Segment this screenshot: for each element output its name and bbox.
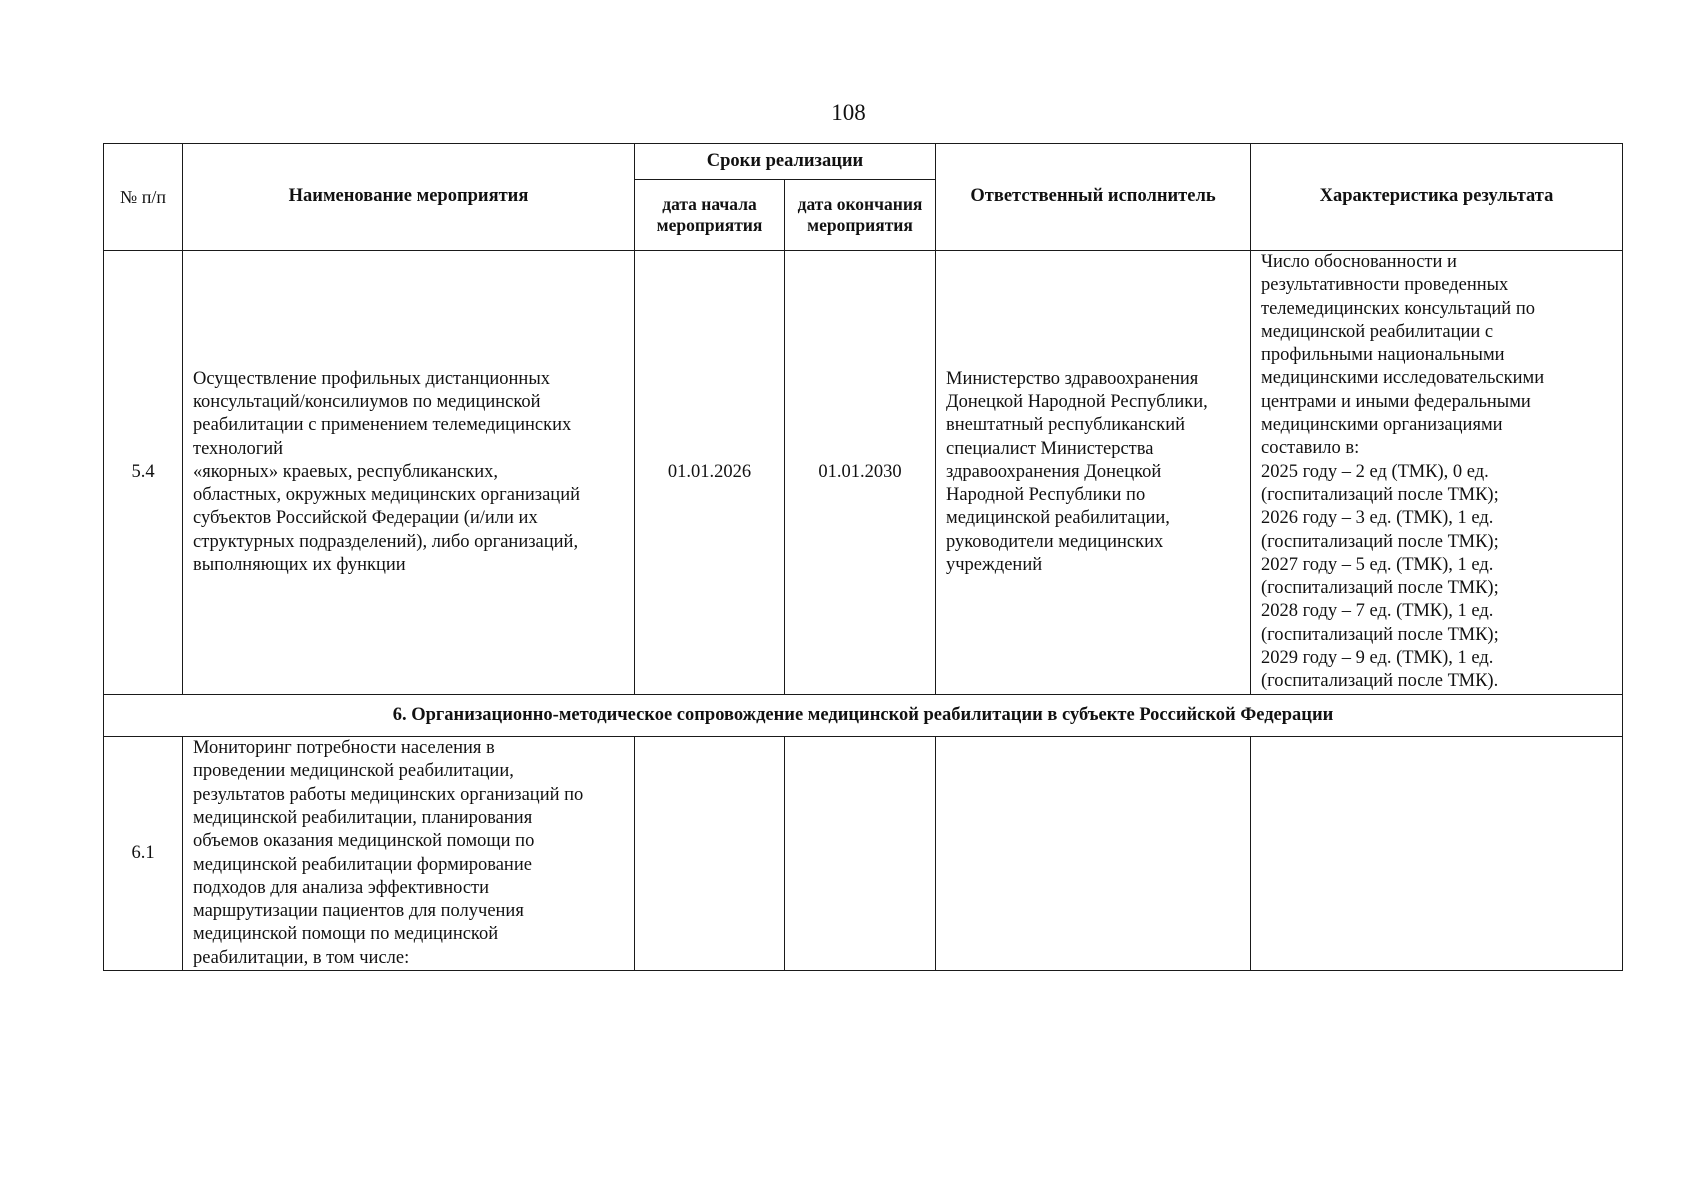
measures-table — [103, 143, 1623, 971]
text-line: медицинской реабилитации формирование — [193, 854, 532, 875]
end-date: 01.01.2030 — [785, 251, 936, 695]
text-line: областных, окружных медицинских организаций — [193, 485, 580, 506]
text-line: медицинской реабилитации, — [946, 508, 1170, 529]
header-dates: Сроки реализации — [635, 144, 936, 180]
text-line: 2025 году – 2 ед (ТМК), 0 ед. — [1261, 461, 1489, 482]
text-line: «якорных» краевых, республиканских, — [193, 461, 499, 482]
text-line: учреждений — [946, 555, 1043, 576]
section-title: 6. Организационно-методическое сопровождение медицинской реабилитации в субъекте Российской Федерации — [104, 695, 1623, 737]
measure-name — [183, 737, 635, 971]
text-line: (госпитализаций после ТМК). — [1261, 671, 1499, 692]
text-line: составило в: — [1261, 438, 1360, 459]
header-executor: Ответственный исполнитель — [936, 144, 1251, 251]
text-line: телемедицинских консультаций по — [1261, 298, 1535, 319]
text-line: специалист Министерства — [946, 438, 1154, 459]
text-line: внештатный республиканский — [946, 415, 1186, 436]
header-num: № п/п — [104, 144, 183, 251]
text-line: 2029 году – 9 ед. (ТМК), 1 ед. — [1261, 648, 1494, 669]
text-line: проведении медицинской реабилитации, — [193, 761, 514, 782]
header-start-date: дата начала мероприятия — [635, 180, 785, 251]
text-line: (госпитализаций после ТМК); — [1261, 624, 1499, 645]
text-line: субъектов Российской Федерации (и/или их — [193, 508, 538, 529]
section-heading-row — [104, 695, 1623, 737]
text-line: Донецкой Народной Республики, — [946, 391, 1208, 412]
start-date — [635, 737, 785, 971]
end-date — [785, 737, 936, 971]
text-line: структурных подразделений), либо организаций, — [193, 531, 579, 552]
text-line: Мониторинг потребности населения в — [193, 738, 495, 759]
text-line: реабилитации, в том числе: — [193, 947, 410, 968]
text-line: медицинской реабилитации, планирования — [193, 807, 533, 828]
executor — [936, 251, 1251, 695]
text-line: здравоохранения Донецкой — [946, 461, 1162, 482]
text-line: центрами и иными федеральными — [1261, 391, 1531, 412]
table-row — [104, 251, 1623, 695]
row-number: 6.1 — [104, 737, 183, 971]
page-number: 108 — [831, 100, 866, 125]
text-line: технологий — [193, 438, 284, 459]
text-line: медицинскими исследовательскими — [1261, 368, 1545, 389]
text-line: Министерство здравоохранения — [946, 368, 1199, 389]
text-line: руководители медицинских — [946, 531, 1164, 552]
text-line: профильными национальными — [1261, 345, 1505, 366]
text-line: 2026 году – 3 ед. (ТМК), 1 ед. — [1261, 508, 1494, 529]
header-result: Характеристика результата — [1251, 144, 1623, 251]
measure-name — [183, 251, 635, 695]
text-line: объемов оказания медицинской помощи по — [193, 831, 535, 852]
text-line: медицинской реабилитации с — [1261, 321, 1494, 342]
text-line: медицинской помощи по медицинской — [193, 924, 499, 945]
text-line: (госпитализаций после ТМК); — [1261, 484, 1499, 505]
text-line: 2028 году – 7 ед. (ТМК), 1 ед. — [1261, 601, 1494, 622]
text-line: 2027 году – 5 ед. (ТМК), 1 ед. — [1261, 554, 1494, 575]
executor — [936, 737, 1251, 971]
text-line: выполняющих их функции — [193, 555, 406, 576]
text-line: Осуществление профильных дистанционных — [193, 368, 551, 389]
text-line: медицинскими организациями — [1261, 415, 1503, 436]
row-number: 5.4 — [104, 251, 183, 695]
text-line: результатов работы медицинских организаций по — [193, 784, 584, 805]
result-description — [1251, 737, 1623, 971]
header-end-date: дата окончания мероприятия — [785, 180, 936, 251]
text-line: (госпитализаций после ТМК); — [1261, 531, 1499, 552]
text-line: Число обоснованности и — [1261, 252, 1457, 272]
header-name: Наименование мероприятия — [183, 144, 635, 251]
start-date: 01.01.2026 — [635, 251, 785, 695]
text-line: (госпитализаций после ТМК); — [1261, 578, 1499, 599]
text-line: результативности проведенных — [1261, 275, 1509, 296]
text-line: реабилитации с применением телемедицинских — [193, 415, 572, 436]
text-line: маршрутизации пациентов для получения — [193, 901, 524, 922]
text-line: Народной Республики по — [946, 485, 1146, 506]
text-line: консультаций/консилиумов по медицинской — [193, 391, 541, 412]
table-row — [104, 737, 1623, 971]
result-description — [1251, 251, 1623, 695]
text-line: подходов для анализа эффективности — [193, 877, 490, 898]
